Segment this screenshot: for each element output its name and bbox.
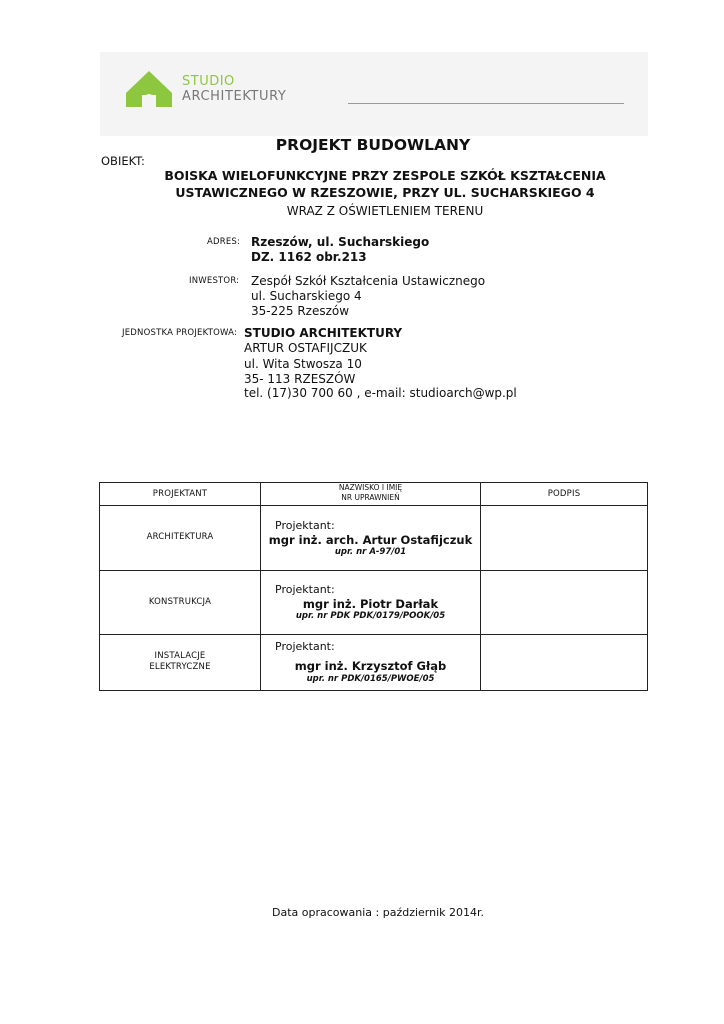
investor-line1: Zespół Szkół Kształcenia Ustawicznego [251, 274, 486, 288]
design-unit-line3: ul. Wita Stwosza 10 [244, 357, 362, 371]
table-divider [100, 505, 647, 506]
logo-divider [348, 103, 624, 104]
object-title-line1: BOISKA WIELOFUNKCYJNE PRZY ZESPOLE SZKÓŁ KSZTAŁCENIA [164, 168, 606, 183]
row-electrical-name: mgr inż. Krzysztof Głąb [294, 659, 447, 673]
row-architecture-role: Projektant: [275, 519, 335, 532]
table-divider [480, 483, 481, 690]
preparation-date: Data opracowania : październik 2014r. [272, 906, 485, 919]
object-title-line2: USTAWICZNEGO W RZESZOWIE, PRZY UL. SUCHARSKIEGO 4 [175, 185, 595, 200]
header-designer: PROJEKTANT [152, 489, 208, 499]
row-electrical-role: Projektant: [275, 640, 335, 653]
row-electrical-discipline-line2: ELEKTRYCZNE [149, 662, 211, 672]
row-construction-name: mgr inż. Piotr Darłak [302, 597, 439, 611]
row-construction-license: upr. nr PDK PDK/0179/POOK/05 [295, 611, 446, 621]
header-name-line2: NR UPRAWNIEŃ [341, 493, 400, 502]
page-title: PROJEKT BUDOWLANY [275, 136, 471, 154]
investor-line2: ul. Sucharskiego 4 [251, 289, 362, 303]
address-line1: Rzeszów, ul. Sucharskiego [251, 235, 430, 249]
design-unit-line2: ARTUR OSTAFIJCZUK [244, 341, 367, 355]
header-name [261, 483, 480, 503]
table-divider [100, 570, 647, 571]
signature-table [99, 482, 648, 691]
house-logo-icon [124, 69, 174, 109]
address-label: ADRES: [207, 237, 241, 247]
object-title-line3: WRAZ Z OŚWIETLENIEM TERENU [286, 204, 484, 218]
row-architecture-discipline: ARCHITEKTURA [146, 532, 214, 542]
row-construction-role: Projektant: [275, 583, 335, 596]
logo-banner [100, 52, 648, 136]
object-label: OBIEKT: [101, 154, 145, 168]
logo-architektury-text: ARCHITEKTURY [182, 89, 287, 104]
header-signature: PODPIS [547, 489, 581, 499]
row-architecture-license: upr. nr A-97/01 [334, 547, 407, 557]
table-divider [100, 634, 647, 635]
investor-line3: 35-225 Rzeszów [251, 304, 350, 318]
design-unit-label: JEDNOSTKA PROJEKTOWA: [122, 328, 238, 338]
row-electrical-discipline [100, 651, 260, 673]
design-unit-line1: STUDIO ARCHITEKTURY [244, 326, 403, 340]
row-construction-discipline: KONSTRUKCJA [148, 597, 212, 607]
design-unit-line5: tel. (17)30 700 60 , e-mail: studioarch@wp.pl [244, 386, 517, 400]
row-electrical-discipline-line1: INSTALACJE [154, 651, 206, 661]
header-name-line1: NAZWISKO I IMIĘ [338, 483, 403, 492]
investor-label: INWESTOR: [189, 276, 240, 286]
design-unit-line4: 35- 113 RZESZÓW [244, 372, 356, 386]
row-architecture-name: mgr inż. arch. Artur Ostafijczuk [268, 533, 473, 547]
logo-studio-text: STUDIO [182, 74, 235, 89]
row-electrical-license: upr. nr PDK/0165/PWOE/05 [306, 674, 435, 684]
address-line2: DZ. 1162 obr.213 [251, 250, 367, 264]
